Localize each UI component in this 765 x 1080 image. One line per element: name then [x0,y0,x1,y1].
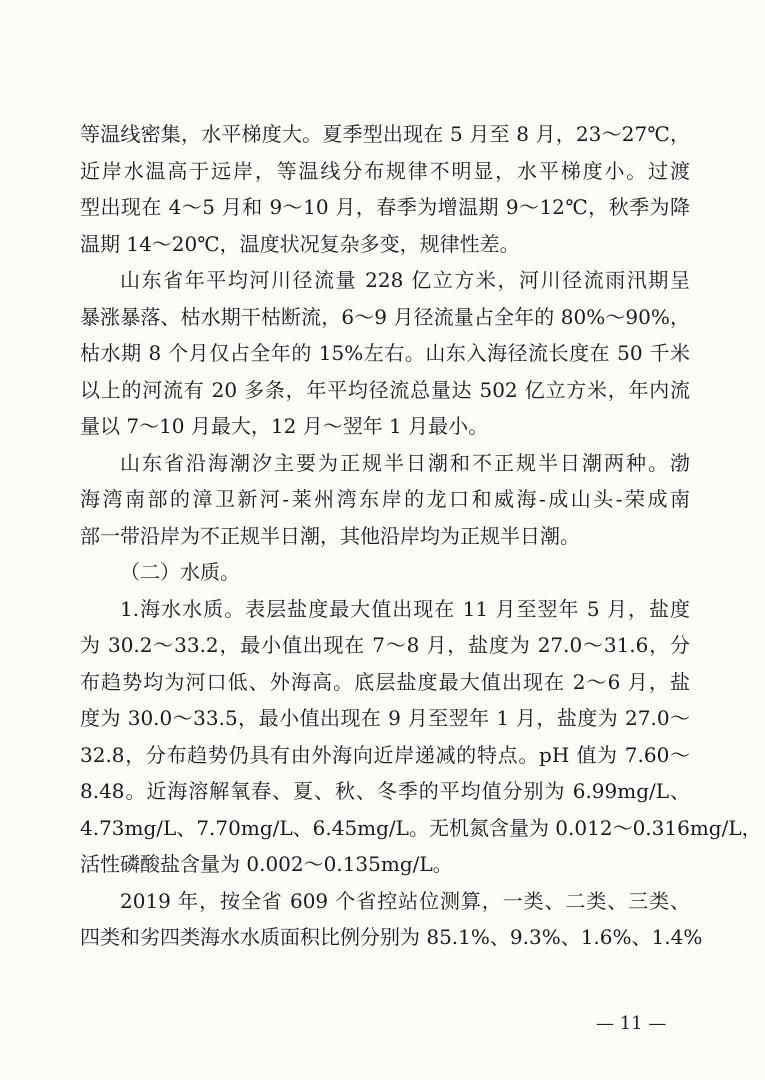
text-line: 部一带沿岸为不正规半日潮，其他沿岸均为正规半日潮。 [80,523,580,548]
text-line: 4.73mg/L、7.70mg/L、6.45mg/L。无机氮含量为 0.012～0.316mg/L， [80,815,762,840]
text-line: 暴涨暴落、枯水期干枯断流，6～9 月径流量占全年的 80%～90%， [80,304,690,329]
text-line: 山东省沿海潮汐主要为正规半日潮和不正规半日潮两种。渤 [120,450,690,475]
text-line: 2019 年，按全省 609 个省控站位测算，一类、二类、三类、 [120,888,690,913]
text-line: 布趋势均为河口低、外海高。底层盐度最大值出现在 2～6 月，盐 [80,669,690,694]
text-line: 1.海水水质。表层盐度最大值出现在 11 月至翌年 5 月，盐度 [120,596,690,621]
text-line: 四类和劣四类海水水质面积比例分别为 85.1%、9.3%、1.6%、1.4% [80,925,703,949]
text-line: 近岸水温高于远岸，等温线分布规律不明显，水平梯度小。过渡 [80,158,690,183]
text-line: 量以 7～10 月最大，12 月～翌年 1 月最小。 [80,414,489,438]
text-line: 等温线密集，水平梯度大。夏季型出现在 5 月至 8 月，23～27℃， [80,122,690,146]
body-text [80,116,762,956]
text-line: 以上的河流有 20 多条，年平均径流总量达 502 亿立方米，年内流 [80,377,690,402]
text-line: 32.8，分布趋势仍具有由外海向近岸递减的特点。pH 值为 7.60～ [80,742,690,767]
text-line: 温期 14～20℃，温度状况复杂多变，规律性差。 [80,231,520,256]
text-line: 海湾南部的漳卫新河-莱州湾东岸的龙口和威海-成山头-荣成南 [80,487,690,511]
page-number: — 11 — [596,1013,667,1034]
text-line: 型出现在 4～5 月和 9～10 月，春季为增温期 9～12℃，秋季为降 [80,195,690,219]
text-line: 为 30.2～33.2，最小值出现在 7～8 月，盐度为 27.0～31.6，分 [80,633,690,657]
section-heading: （二）水质。 [120,560,240,584]
text-line: 山东省年平均河川径流量 228 亿立方米，河川径流雨汛期呈 [120,268,690,292]
text-line: 枯水期 8 个月仅占全年的 15%左右。山东入海径流长度在 50 千米 [80,341,690,365]
text-line: 8.48。近海溶解氧春、夏、秋、冬季的平均值分别为 6.99mg/L、 [80,779,690,803]
text-line: 活性磷酸盐含量为 0.002～0.135mg/L。 [80,852,453,876]
text-line: 度为 30.0～33.5，最小值出现在 9 月至翌年 1 月，盐度为 27.0～ [80,706,690,730]
